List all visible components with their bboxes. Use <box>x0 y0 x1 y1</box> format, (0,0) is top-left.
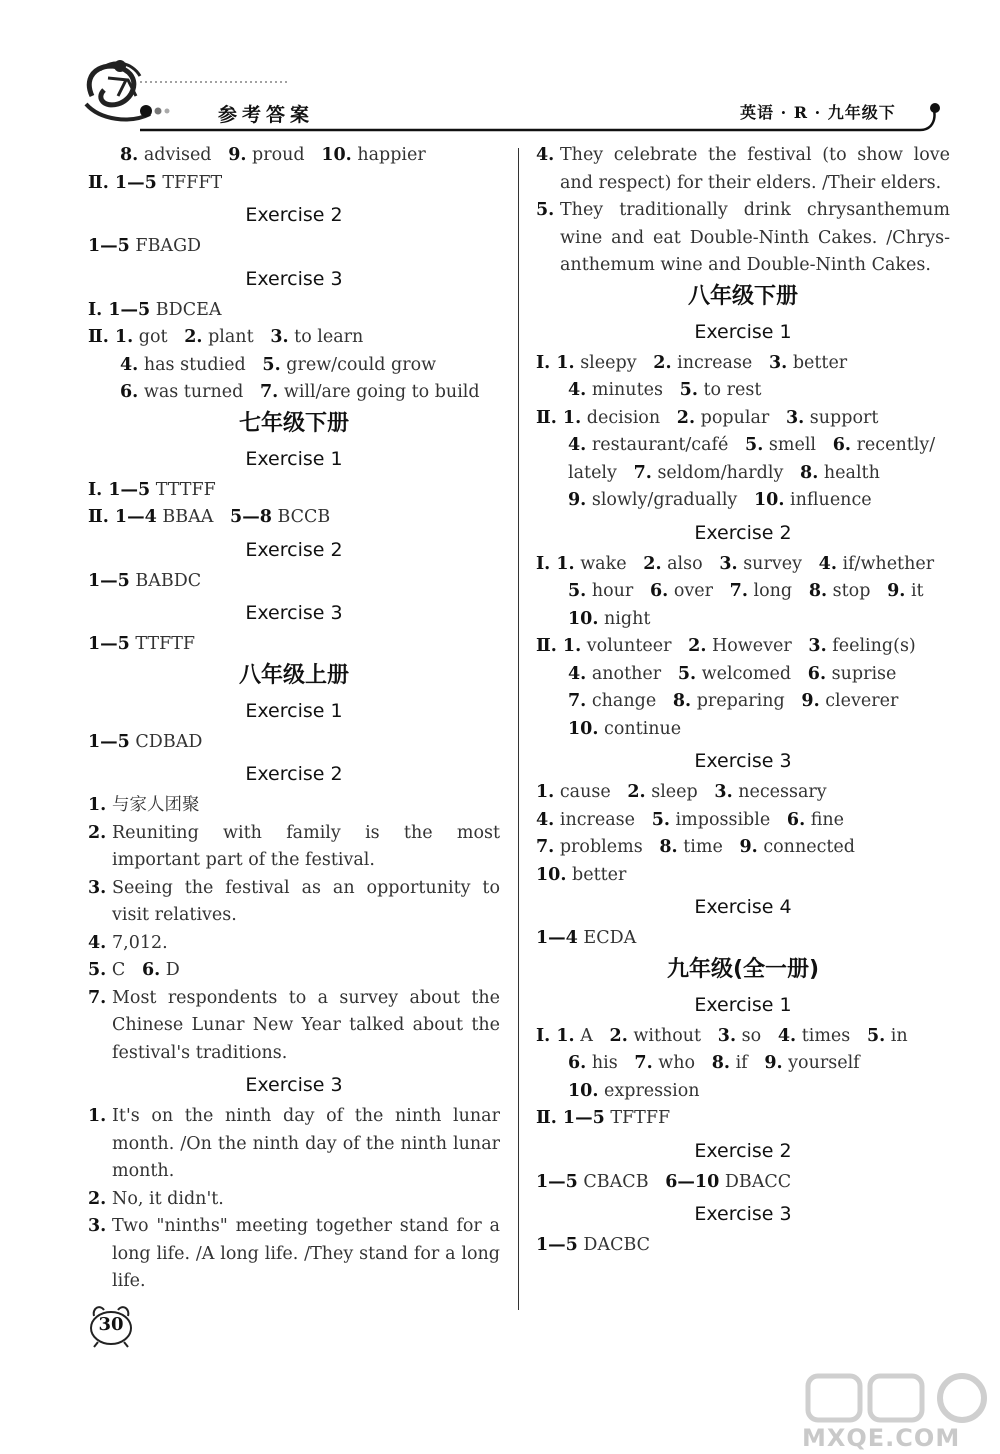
answer-line <box>536 779 950 807</box>
answer-line <box>536 551 950 579</box>
answer-value: DBACC <box>719 1171 792 1192</box>
answer-value: times <box>796 1025 867 1046</box>
answer-label: 1—5 <box>536 1235 578 1255</box>
header-subject: 英语 · R · 九年级下 <box>740 103 896 122</box>
answer-label: 8. <box>120 145 139 165</box>
answer-label: 7. <box>633 462 652 483</box>
answer-label: 10. <box>321 145 352 165</box>
answer-line <box>536 925 950 953</box>
answer-line <box>536 716 950 744</box>
answer-label: 2. <box>676 407 696 428</box>
answer-item <box>88 985 500 1068</box>
answer-line <box>536 633 950 661</box>
answer-value: cause <box>554 782 628 802</box>
answer-value: sleepy <box>574 352 654 373</box>
answer-item <box>536 197 950 280</box>
answer-value: in <box>885 1025 908 1046</box>
answer-label: 1—5 <box>536 1171 578 1192</box>
answer-value: it <box>905 581 924 601</box>
answer-label: 5. <box>866 1025 886 1046</box>
answer-column-right <box>536 142 950 1260</box>
answer-value: health <box>818 462 880 483</box>
answer-value: grew/could grow <box>280 354 437 375</box>
answer-label: 9. <box>568 490 587 510</box>
answer-item <box>88 792 500 820</box>
answer-label: 4. <box>818 553 837 574</box>
answer-label: 8. <box>800 462 819 483</box>
answer-text: 7,012. <box>112 932 168 953</box>
answer-value: happier <box>351 145 426 165</box>
watermark <box>798 1370 998 1454</box>
answer-label: 7. <box>260 382 279 402</box>
answer-value: suprise <box>826 663 897 684</box>
answer-line <box>88 477 500 505</box>
answer-label: 10. <box>568 1080 599 1101</box>
answer-value: got <box>133 327 185 347</box>
answer-line <box>88 504 500 532</box>
answer-line <box>536 862 950 890</box>
answer-label: 1—5 <box>88 236 130 256</box>
page-header <box>0 0 1000 140</box>
answer-number: 4. <box>88 932 107 953</box>
exercise-heading: Exercise 2 <box>245 204 343 226</box>
answer-value: smell <box>763 435 833 455</box>
exercise-heading: Exercise 2 <box>694 1139 792 1162</box>
answer-line <box>88 352 500 380</box>
answer-label: 4. <box>536 809 555 830</box>
answer-value: so <box>736 1025 778 1046</box>
answer-value: TFTFF <box>604 1108 671 1128</box>
answer-line <box>536 350 950 378</box>
answer-label: 3. <box>717 1025 737 1046</box>
answer-line <box>536 688 950 716</box>
answer-label: 2. <box>653 352 672 373</box>
answer-label: 4. <box>568 435 587 455</box>
answer-value: wake <box>574 553 644 574</box>
answer-line <box>88 631 500 659</box>
answer-line <box>88 957 500 985</box>
page-number: 30 <box>98 1314 124 1335</box>
answer-value: hour <box>586 581 650 601</box>
answer-number: 2. <box>88 1188 107 1209</box>
answer-label: Ⅱ. 1—5 <box>536 1108 605 1128</box>
grade-section-heading: 八年级上册 <box>238 662 349 688</box>
answer-value: better <box>787 352 848 373</box>
answer-value: to rest <box>697 380 762 400</box>
answer-line <box>88 142 500 170</box>
answer-value: TTFTF <box>129 634 196 654</box>
answer-text: Seeing the festival as an opportunity to visit relatives. <box>112 877 500 925</box>
answer-text: 与家人团聚 <box>112 795 200 815</box>
answer-label: 6. <box>141 960 161 980</box>
answer-label: 4. <box>568 663 587 684</box>
answer-label: 6. <box>807 663 827 684</box>
answer-label: 6. <box>832 435 851 455</box>
answer-number: 2. <box>88 822 107 843</box>
answer-text: Two "ninths" meeting together stand for a long life. /A long life. /They stand for a long life. <box>112 1216 500 1291</box>
answer-value: DACBC <box>577 1235 651 1255</box>
answer-value: yourself <box>782 1053 860 1073</box>
answer-value: another <box>586 663 678 684</box>
answer-value: BBAA <box>156 507 231 527</box>
answer-line <box>536 807 950 835</box>
answer-value: preparing <box>691 691 802 711</box>
answer-number: 1. <box>88 1106 107 1126</box>
answer-item <box>88 875 500 930</box>
answer-value: TTTFF <box>150 479 216 500</box>
answer-label: 3. <box>785 407 805 428</box>
answer-value: plant <box>202 327 271 347</box>
answer-label: 8. <box>808 581 828 601</box>
answer-item <box>88 1103 500 1186</box>
answer-value: A <box>574 1025 610 1046</box>
answer-line <box>88 729 500 757</box>
exercise-heading: Exercise 3 <box>245 267 343 290</box>
answer-value: D <box>160 960 180 980</box>
answer-value: fine <box>805 809 845 830</box>
answer-label: Ⅱ. 1. <box>536 636 582 656</box>
answer-label: Ⅰ. 1. <box>536 1025 575 1046</box>
answer-text: It's on the ninth day of the ninth lunar month. /On the ninth day of the ninth lunar month. <box>112 1106 500 1181</box>
answer-text: They traditionally drink chrysanthemum wine and eat Double-Ninth Cakes. /Chrys-anthemum wine and Double-Ninth Cakes. <box>560 200 950 275</box>
answer-label: Ⅰ. 1. <box>536 553 575 574</box>
answer-value: BDCEA <box>150 299 222 320</box>
exercise-heading: Exercise 3 <box>245 1074 343 1096</box>
answer-item <box>536 142 950 197</box>
answer-line <box>88 379 500 407</box>
answer-line <box>536 661 950 689</box>
answer-value: continue <box>598 718 682 739</box>
answer-value: will/are going to build <box>278 382 480 402</box>
answer-label: 8. <box>659 837 678 857</box>
exercise-heading: Exercise 4 <box>694 896 792 918</box>
answer-value: increase <box>671 352 769 373</box>
answer-value: his <box>586 1053 635 1073</box>
answer-label: 2. <box>627 782 646 802</box>
answer-value: BCCB <box>271 507 331 527</box>
answer-line <box>536 1078 950 1106</box>
answer-text: Most respondents to a survey about the Chinese Lunar New Year talked about the festival's traditions. <box>112 987 500 1063</box>
answer-value: restaurant/café <box>586 435 746 455</box>
answer-text: They celebrate the festival (to show love and respect) for their elders. /Their elders. <box>560 145 950 193</box>
answer-value: impossible <box>669 809 787 830</box>
answer-label: 10. <box>568 608 599 629</box>
answer-line <box>536 377 950 405</box>
answer-line <box>536 1023 950 1051</box>
answer-line <box>88 170 500 198</box>
answer-value: FBAGD <box>129 236 202 256</box>
answer-item <box>88 820 500 875</box>
answer-label: 3. <box>270 327 289 347</box>
answer-value: BABDC <box>129 570 202 591</box>
answer-value: increase <box>554 809 652 830</box>
exercise-heading: Exercise 3 <box>694 750 792 772</box>
answer-line <box>536 1050 950 1078</box>
answer-line <box>88 233 500 261</box>
answer-value: night <box>598 608 651 629</box>
answer-label: 1—5 <box>88 634 130 654</box>
answer-value: if/whether <box>836 553 935 574</box>
header-title: 参考答案 <box>218 104 315 126</box>
exercise-heading: Exercise 1 <box>245 699 343 722</box>
answer-line <box>536 487 950 515</box>
column-divider <box>518 148 519 1310</box>
answer-value: slowly/gradually <box>586 490 754 510</box>
watermark-text: MXQE.COM <box>802 1424 961 1452</box>
answer-line <box>536 1169 950 1197</box>
answer-value: necessary <box>732 782 827 802</box>
answer-value: advised <box>138 145 229 165</box>
exercise-heading: Exercise 3 <box>245 602 343 624</box>
answer-value: time <box>677 837 740 857</box>
answer-label: Ⅰ. 1—5 <box>88 299 151 320</box>
answer-value: decision <box>581 407 677 428</box>
answer-value: connected <box>757 837 855 857</box>
answer-label: 9. <box>739 837 758 857</box>
answer-value: CBACB <box>577 1171 666 1192</box>
answer-value: volunteer <box>581 636 689 656</box>
answer-label: 4. <box>120 354 139 375</box>
answer-value: lately <box>568 462 634 483</box>
grade-section-heading: 七年级下册 <box>238 410 349 436</box>
answer-value: problems <box>554 837 660 857</box>
answer-label: 5. <box>262 354 281 375</box>
answer-label: 3. <box>719 553 738 574</box>
answer-label: 5. <box>745 435 764 455</box>
exercise-heading: Exercise 2 <box>245 538 343 561</box>
answer-label: 3. <box>808 636 827 656</box>
answer-label: 2. <box>184 327 203 347</box>
exercise-heading: Exercise 1 <box>245 447 343 470</box>
exercise-heading: Exercise 1 <box>694 993 792 1016</box>
answer-value: cleverer <box>819 691 899 711</box>
answer-value: C <box>106 960 142 980</box>
answer-number: 7. <box>88 987 107 1008</box>
exercise-heading: Exercise 2 <box>245 763 343 785</box>
answer-label: 9. <box>764 1053 783 1073</box>
answer-value: support <box>804 407 879 428</box>
answer-label: 3. <box>714 782 733 802</box>
answer-label: 2. <box>643 553 662 574</box>
answer-label: 7. <box>634 1053 653 1073</box>
answer-label: 8. <box>672 691 692 711</box>
answer-item <box>88 1213 500 1296</box>
answer-number: 4. <box>536 145 555 165</box>
answer-label: 6. <box>649 581 669 601</box>
exercise-heading: Exercise 3 <box>694 1203 792 1225</box>
answer-label: 9. <box>801 691 820 711</box>
answer-value: recently/ <box>851 435 936 455</box>
answer-value: better <box>566 864 627 885</box>
answer-label: 5. <box>568 581 587 601</box>
answer-label: 10. <box>754 490 785 510</box>
answer-line <box>536 834 950 862</box>
answer-text: No, it didn't. <box>112 1188 224 1209</box>
watermark-logo-icon <box>798 1370 998 1426</box>
answer-label: Ⅱ. 1—5 <box>88 172 157 193</box>
answer-label: 6. <box>786 809 806 830</box>
answer-value: also <box>661 553 720 574</box>
answer-value: minutes <box>586 380 680 400</box>
answer-label: 4. <box>777 1025 797 1046</box>
answer-label: Ⅰ. 1—5 <box>88 479 151 500</box>
answer-line <box>536 1105 950 1133</box>
answer-value: proud <box>246 145 322 165</box>
answer-value: expression <box>598 1080 700 1101</box>
answer-label: 6. <box>120 382 139 402</box>
answer-value: long <box>747 581 809 601</box>
answer-value: influence <box>784 490 872 510</box>
answer-value: over <box>668 581 730 601</box>
answer-label: 4. <box>568 380 587 400</box>
exercise-heading: Exercise 2 <box>694 521 792 544</box>
answer-number: 1. <box>88 795 107 815</box>
exercise-heading: Exercise 1 <box>694 320 792 343</box>
answer-label: Ⅱ. 1. <box>88 327 134 347</box>
answer-text: Reuniting with family is the most important part of the festival. <box>112 822 500 870</box>
answer-line <box>536 460 950 488</box>
answer-value: welcomed <box>696 663 808 684</box>
answer-value: was turned <box>138 382 260 402</box>
answer-label: 1—4 <box>536 928 578 948</box>
answer-label: 8. <box>711 1053 730 1073</box>
answer-number: 3. <box>88 877 107 898</box>
answer-line <box>536 578 950 606</box>
answer-value: has studied <box>138 354 263 375</box>
answer-label: 3. <box>768 352 788 373</box>
answer-label: 1—5 <box>88 570 130 591</box>
answer-value: sleep <box>645 782 715 802</box>
answer-value: to learn <box>288 327 364 347</box>
answer-label: 5—8 <box>230 507 272 527</box>
answer-line <box>536 606 950 634</box>
answer-line <box>536 405 950 433</box>
answer-column-left <box>88 142 500 1296</box>
answer-value: However <box>706 636 809 656</box>
answer-value: TFFFT <box>156 172 223 193</box>
answer-value: change <box>586 691 673 711</box>
answer-label: 10. <box>536 864 567 885</box>
answer-value: feeling(s) <box>826 636 916 656</box>
answer-number: 5. <box>536 200 555 220</box>
answer-line <box>88 568 500 596</box>
answer-label: 5. <box>651 809 670 830</box>
answer-value: without <box>627 1025 718 1046</box>
answer-value: popular <box>695 407 786 428</box>
answer-value: if <box>730 1053 765 1073</box>
answer-label: Ⅱ. 1. <box>536 407 582 428</box>
grade-section-heading: 八年级下册 <box>687 283 798 309</box>
answer-label: 1—5 <box>88 731 130 752</box>
answer-line <box>536 432 950 460</box>
answer-label: 9. <box>887 581 906 601</box>
answer-label: Ⅱ. 1—4 <box>88 507 157 527</box>
answer-label: 10. <box>568 718 599 739</box>
answer-line <box>88 297 500 325</box>
answer-label: 5. <box>677 663 697 684</box>
answer-value: CDBAD <box>129 731 203 752</box>
answer-item <box>88 1186 500 1214</box>
answer-label: 5. <box>679 380 698 400</box>
answer-value: stop <box>827 581 888 601</box>
answer-value: ECDA <box>577 928 637 948</box>
answer-label: 6—10 <box>665 1171 720 1192</box>
page-number-badge <box>86 1302 136 1348</box>
answer-label: 6. <box>568 1053 587 1073</box>
answer-line <box>536 1232 950 1260</box>
answer-item <box>88 930 500 958</box>
answer-value: who <box>652 1053 712 1073</box>
answer-label: 7. <box>568 691 587 711</box>
grade-section-heading: 九年级(全一册) <box>666 956 820 982</box>
answer-value: survey <box>737 553 819 574</box>
answer-label: 1. <box>536 782 555 802</box>
answer-label: 9. <box>228 145 247 165</box>
answer-label: Ⅰ. 1. <box>536 352 575 373</box>
answer-label: 2. <box>688 636 707 656</box>
answer-label: 7. <box>729 581 748 601</box>
answer-label: 5. <box>88 960 107 980</box>
answer-value: seldom/hardly <box>651 462 801 483</box>
answer-label: 7. <box>536 837 555 857</box>
answer-number: 3. <box>88 1216 107 1236</box>
answer-line <box>88 324 500 352</box>
answer-label: 2. <box>609 1025 628 1046</box>
